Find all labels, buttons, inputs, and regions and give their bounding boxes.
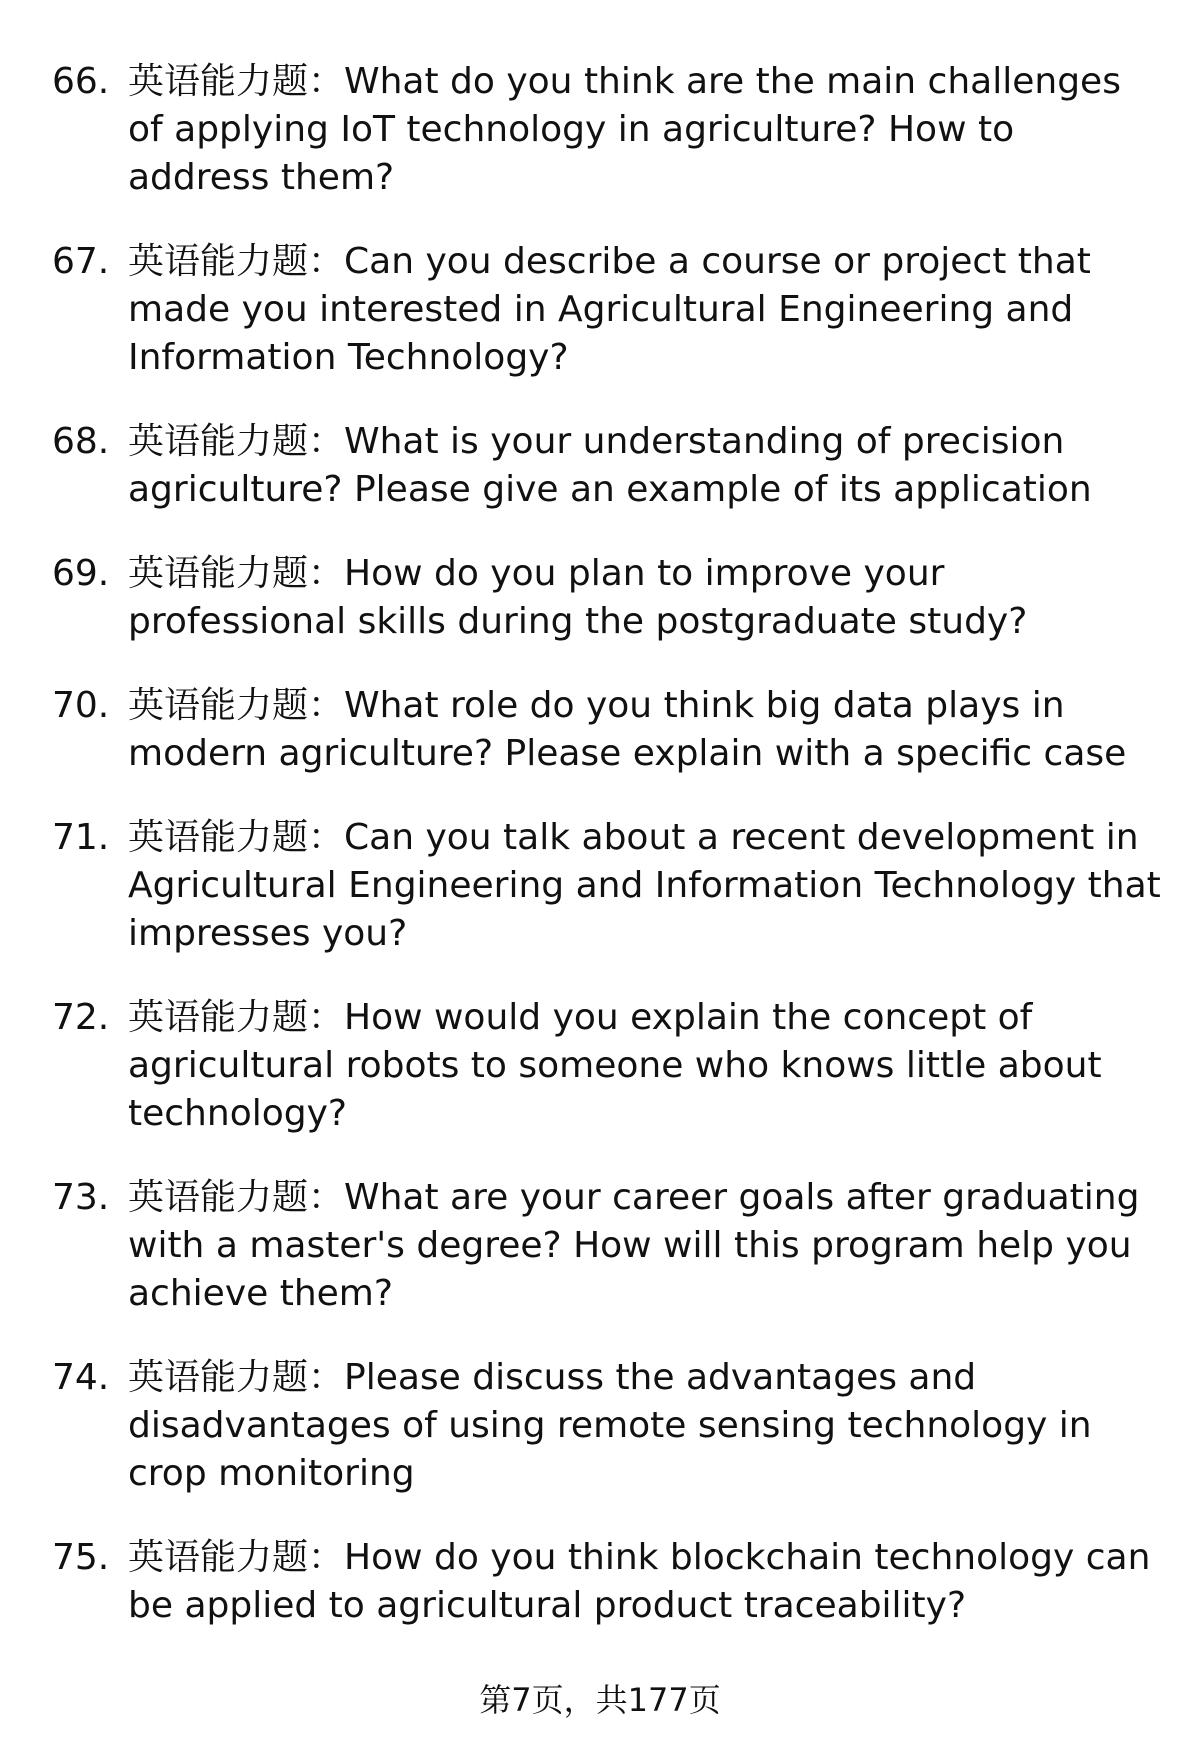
page-number-footer: 第7页，共177页 <box>479 1681 721 1719</box>
question-item <box>52 550 1162 646</box>
question-text: 英语能力题：How do you plan to improve your professional skills during the postgraduate study? <box>128 553 1028 642</box>
question-text: 英语能力题：Can you talk about a recent development in Agricultural Engineering and Information Technology that impresses you? <box>128 817 1161 954</box>
question-text: 英语能力题：What are your career goals after graduating with a master's degree? How will this program help you achieve them? <box>128 1177 1140 1314</box>
question-text: 英语能力题：How do you think blockchain technology can be applied to agricultural product traceability? <box>128 1537 1151 1626</box>
question-number: 72. <box>52 997 110 1038</box>
question-item <box>52 1534 1162 1630</box>
question-item <box>52 1354 1162 1498</box>
question-text: 英语能力题：Can you describe a course or project that made you interested in Agricultural Engineering and Information Technology? <box>128 241 1091 378</box>
question-number: 70. <box>52 685 110 726</box>
question-number: 68. <box>52 421 110 462</box>
question-item <box>52 814 1162 958</box>
question-number: 74. <box>52 1357 110 1398</box>
question-item <box>52 994 1162 1138</box>
question-list <box>52 58 1162 1666</box>
question-text: 英语能力题：What is your understanding of precision agriculture? Please give an example of its application <box>128 421 1092 510</box>
question-item <box>52 682 1162 778</box>
question-number: 69. <box>52 553 110 594</box>
question-item <box>52 418 1162 514</box>
question-item <box>52 238 1162 382</box>
question-item <box>52 1174 1162 1318</box>
question-text: 英语能力题：What role do you think big data plays in modern agriculture? Please explain with a specific case <box>128 685 1127 774</box>
question-number: 75. <box>52 1537 110 1578</box>
question-number: 67. <box>52 241 110 282</box>
question-number: 71. <box>52 817 110 858</box>
question-text: 英语能力题：How would you explain the concept of agricultural robots to someone who knows little about technology? <box>128 997 1102 1134</box>
question-text: 英语能力题：What do you think are the main challenges of applying IoT technology in agriculture? How to address them? <box>128 61 1121 198</box>
question-number: 66. <box>52 61 110 102</box>
question-text: 英语能力题：Please discuss the advantages and disadvantages of using remote sensing technology in crop monitoring <box>128 1357 1092 1494</box>
question-item <box>52 58 1162 202</box>
question-number: 73. <box>52 1177 110 1218</box>
